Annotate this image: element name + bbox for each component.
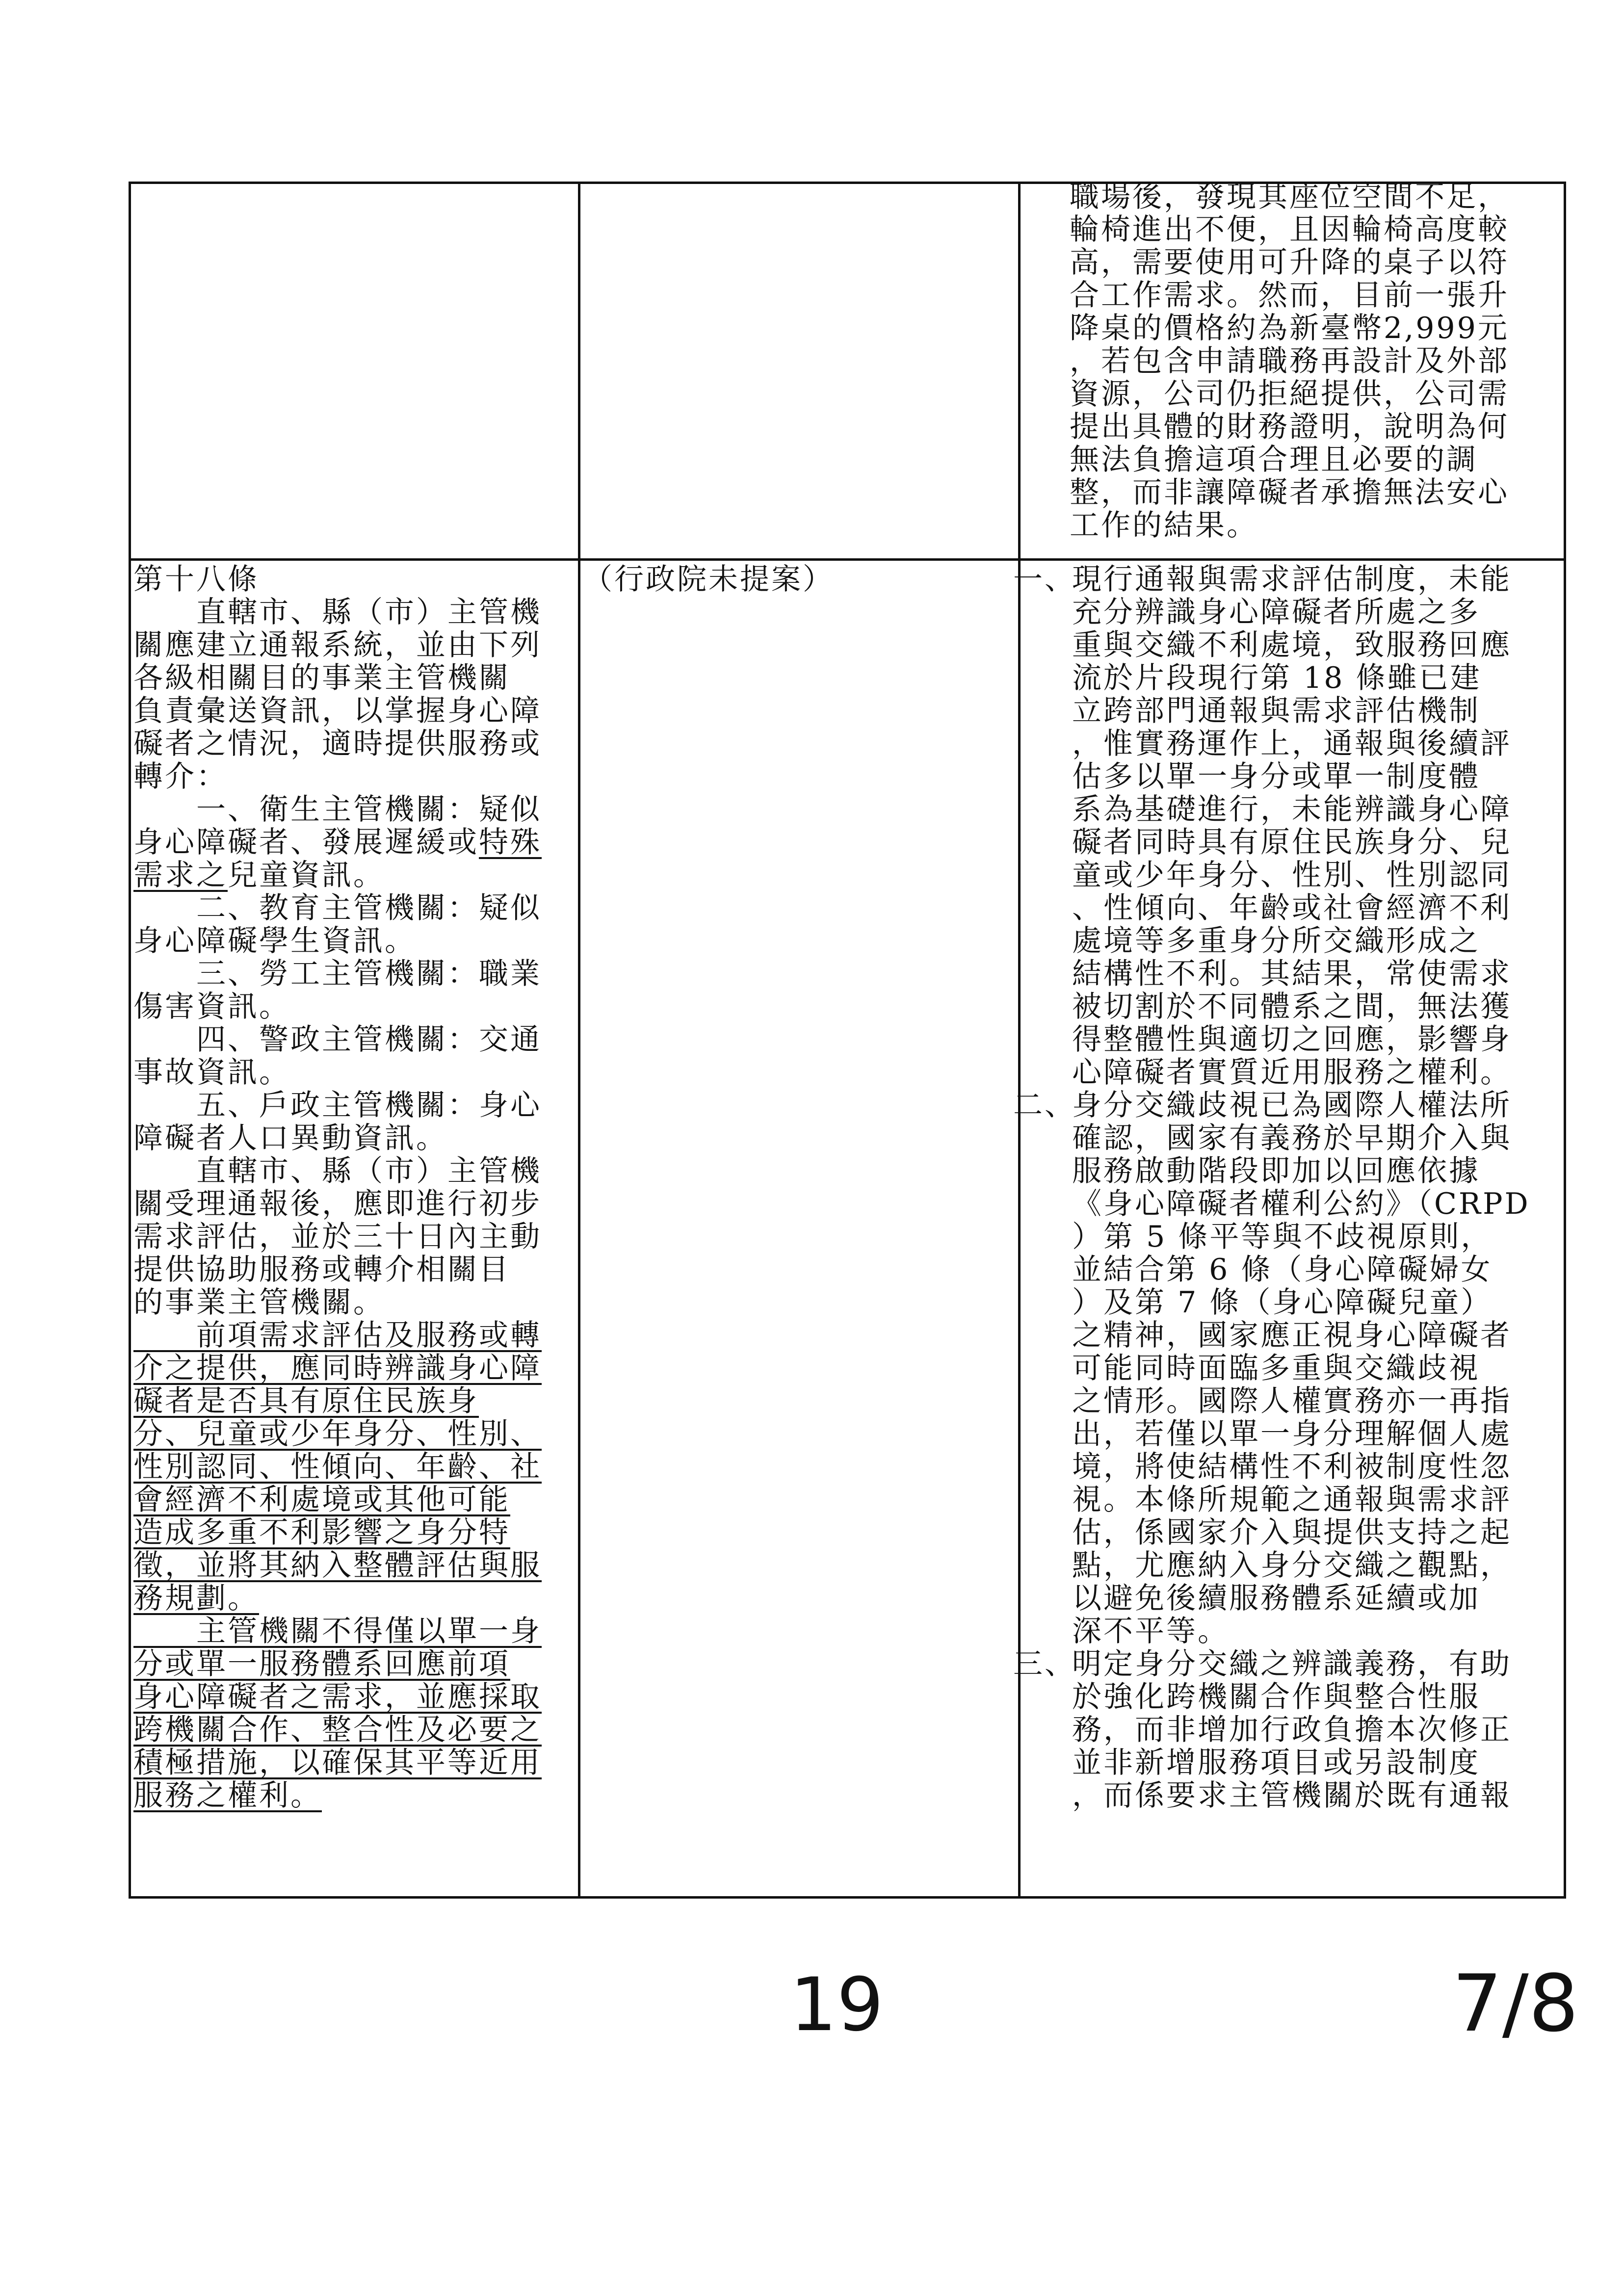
reason-line: 工作的結果。	[1070, 508, 1258, 543]
reason-line: 服務啟動階段即加以回應依據	[1072, 1154, 1480, 1188]
sheet-mark: 7/8	[1452, 1957, 1579, 2049]
reason-line: ，若包含申請職務再設計及外部	[1070, 344, 1509, 378]
reason-line: 之情形。國際人權實務亦一再指	[1072, 1384, 1512, 1418]
reason-line: 資源，公司仍拒絕提供，公司需	[1070, 377, 1509, 411]
article-title: 第十八條	[133, 562, 259, 597]
article-line: 關受理通報後，應即進行初步	[133, 1187, 542, 1221]
reason-line: ，惟實務運作上，通報與後續評	[1072, 727, 1512, 761]
new-article-line: 礙者是否具有原住民族身	[133, 1384, 479, 1418]
reason-line: ）第 5 條平等與不歧視原則，	[1072, 1220, 1493, 1254]
new-article-line: 跨機關合作、整合性及必要之	[133, 1713, 542, 1747]
new-article-line: 分或單一服務體系回應前項	[133, 1647, 510, 1681]
new-article-line: 分、兒童或少年身分、性別、	[133, 1417, 542, 1451]
article-line: 轉介：	[133, 759, 228, 794]
new-article-line: 主管機關不得僅以單一身	[133, 1614, 542, 1648]
new-article-line: 積極措施，以確保其平等近用	[133, 1746, 542, 1780]
reason-line: 點，尤應納入身分交織之觀點，	[1072, 1548, 1512, 1583]
article-line: 負責彙送資訊，以掌握身心障	[133, 694, 542, 728]
article-text: 兒童資訊。	[228, 858, 385, 892]
page-number: 19	[790, 1962, 884, 2048]
reason-line: 無法負擔這項合理且必要的調	[1070, 443, 1478, 477]
executive-cell	[583, 563, 1015, 596]
new-article-line: 性別認同、性傾向、年齡、社	[133, 1450, 542, 1484]
reason-line: 之精神，國家應正視身心障礙者	[1072, 1318, 1512, 1353]
amended-text: 需求	[133, 858, 196, 892]
reason-line: 降桌的價格約為新臺幣2,999元	[1070, 311, 1509, 345]
new-article-line: 會經濟不利處境或其他可能	[133, 1483, 510, 1517]
reason-line: 深不平等。	[1072, 1614, 1229, 1648]
reason-line: 整，而非讓障礙者承擔無法安心	[1070, 475, 1509, 510]
article-line: 身心障礙學生資訊。	[133, 924, 416, 958]
top-row-reason-cell	[1070, 181, 1565, 542]
reason-line: 出，若僅以單一身分理解個人處	[1072, 1417, 1512, 1451]
reason-number: 三、	[1013, 1647, 1076, 1681]
reason-line: 高，需要使用可升降的桌子以符	[1070, 245, 1509, 280]
reason-line: 結構性不利。其結果，常使需求	[1072, 957, 1512, 991]
article-line: 四、警政主管機關：交通	[133, 1022, 542, 1057]
article-line: 三、勞工主管機關：職業	[133, 957, 542, 991]
reason-line: 現行通報與需求評估制度，未能	[1072, 562, 1512, 597]
reason-line: 於強化跨機關合作與整合性服	[1072, 1680, 1480, 1714]
reason-line: 得整體性與適切之回應，影響身	[1072, 1022, 1512, 1057]
reason-line: 職場後，發現其座位空間不足，	[1070, 180, 1509, 214]
article-line	[133, 859, 575, 892]
reason-line: 並非新增服務項目或另設制度	[1072, 1746, 1480, 1780]
reason-line: 系為基礎進行，未能辨識身心障	[1072, 792, 1512, 827]
article-line: 一、衛生主管機關：疑似	[133, 792, 542, 827]
reason-line: 流於片段現行第 18 條雖已建	[1072, 661, 1482, 695]
reason-line: 心障礙者實質近用服務之權利。	[1072, 1055, 1512, 1090]
article-line: 事故資訊。	[133, 1055, 290, 1090]
reason-line: 可能同時面臨多重與交織歧視	[1072, 1351, 1480, 1385]
reason-number: 二、	[1013, 1088, 1076, 1122]
new-article-line: 服務之權利。	[133, 1778, 322, 1813]
reason-line: 身分交織歧視已為國際人權法所	[1072, 1088, 1512, 1122]
reason-line: 並結合第 6 條（身心障礙婦女	[1072, 1252, 1493, 1287]
reason-number: 一、	[1013, 562, 1076, 597]
article-line: 傷害資訊。	[133, 990, 290, 1024]
amended-text: 之	[196, 858, 228, 892]
reason-line: 重與交織不利處境，致服務回應	[1072, 628, 1512, 662]
article-line: 關應建立通報系統，並由下列	[133, 628, 542, 662]
reason-line: 以避免後續服務體系延續或加	[1072, 1581, 1480, 1616]
reason-line: 估，係國家介入與提供支持之起	[1072, 1515, 1512, 1550]
new-article-line: 造成多重不利影響之身分特	[133, 1515, 510, 1550]
new-article-line: 介之提供，應同時辨識身心障	[133, 1351, 542, 1385]
reason-line: 合工作需求。然而，目前一張升	[1070, 278, 1509, 313]
reasons-cell	[1013, 562, 1565, 1813]
article-line: 二、教育主管機關：疑似	[133, 891, 542, 925]
reason-line: 處境等多重身分所交織形成之	[1072, 924, 1480, 958]
article-cell	[133, 563, 575, 1812]
article-text: 身心障礙者、發展遲緩或	[133, 825, 479, 860]
article-line: 需求評估，並於三十日內主動	[133, 1220, 542, 1254]
new-article-line: 務規劃。	[133, 1581, 259, 1616]
article-line: 的事業主管機關。	[133, 1285, 385, 1320]
article-line: 礙者之情況，適時提供服務或	[133, 727, 542, 761]
executive-note: （行政院未提案）	[583, 562, 834, 597]
reason-line: 、性傾向、年齡或社會經濟不利	[1072, 891, 1512, 925]
reason-line: 境，將使結構性不利被制度性忽	[1072, 1450, 1512, 1484]
reason-line: 輪椅進出不便，且因輪椅高度較	[1070, 212, 1509, 247]
column-divider-1	[578, 182, 580, 1899]
column-divider-2	[1018, 182, 1021, 1899]
article-line: 五、戶政主管機關：身心	[133, 1088, 542, 1122]
reason-line: 確認，國家有義務於早期介入與	[1072, 1121, 1512, 1155]
reason-line: 童或少年身分、性別、性別認同	[1072, 858, 1512, 892]
row-divider	[129, 558, 1566, 561]
reason-line: 提出具體的財務證明，說明為何	[1070, 410, 1509, 444]
reason-line: 視。本條所規範之通報與需求評	[1072, 1483, 1512, 1517]
reason-line: 明定身分交織之辨識義務，有助	[1072, 1647, 1512, 1681]
amended-text: 特殊	[479, 825, 542, 860]
reason-line: 《身心障礙者權利公約》（CRPD	[1072, 1187, 1530, 1221]
reason-line: 礙者同時具有原住民族身分、兒	[1072, 825, 1512, 860]
article-line: 障礙者人口異動資訊。	[133, 1121, 447, 1155]
reason-line: 立跨部門通報與需求評估機制	[1072, 694, 1480, 728]
reason-line: 估多以單一身分或單一制度體	[1072, 759, 1480, 794]
new-article-line: 身心障礙者之需求，並應採取	[133, 1680, 542, 1714]
reason-line: ，而係要求主管機關於既有通報	[1072, 1778, 1512, 1813]
new-article-line: 徵，並將其納入整體評估與服	[133, 1548, 542, 1583]
article-line: 直轄市、縣（市）主管機	[133, 595, 542, 629]
article-line: 直轄市、縣（市）主管機	[133, 1154, 542, 1188]
article-line: 各級相關目的事業主管機關	[133, 661, 510, 695]
reason-line: 被切割於不同體系之間，無法獲	[1072, 990, 1512, 1024]
reason-line: 務，而非增加行政負擔本次修正	[1072, 1713, 1512, 1747]
reason-line: ）及第 7 條（身心障礙兒童）	[1072, 1285, 1493, 1320]
reason-line: 充分辨識身心障礙者所處之多	[1072, 595, 1480, 629]
new-article-line: 前項需求評估及服務或轉	[133, 1318, 542, 1353]
article-line	[133, 826, 575, 859]
article-line: 提供協助服務或轉介相關目	[133, 1252, 510, 1287]
